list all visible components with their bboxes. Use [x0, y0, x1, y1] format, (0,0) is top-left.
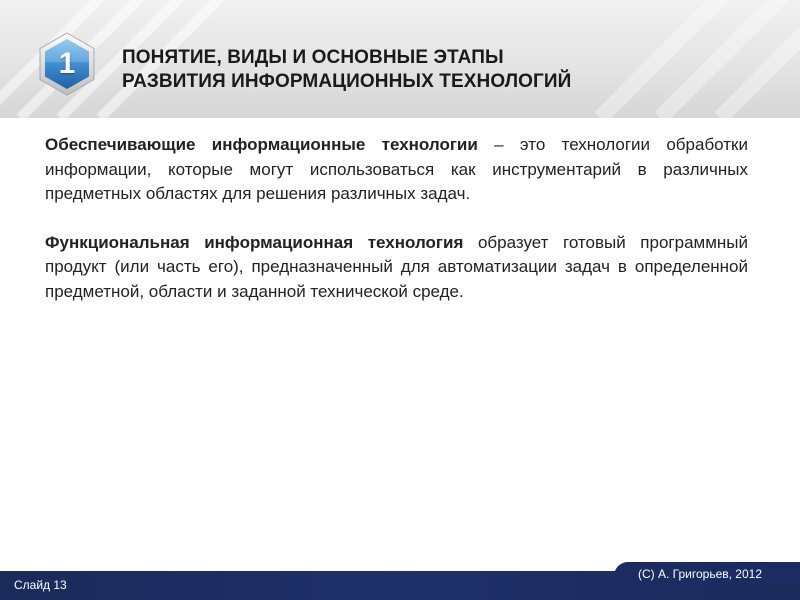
slide-number-badge: 1 — [58, 47, 76, 80]
paragraph-functional-technology — [45, 231, 748, 305]
definition-functional-technology: образует готовый программный продукт (или часть его), предназначенный для автоматизации задач в определенной предметной, области и заданной технической среде. — [45, 232, 749, 301]
copyright-text: (C) А. Григорьев, 2012 — [638, 567, 762, 581]
definition-supporting-technologies: – это технологии обработки информации, которые могут использоваться как инструментарий в различных предметных областях для решения различных задач. — [45, 135, 748, 203]
slide-label: Слайд 13 — [14, 578, 67, 592]
paragraph-supporting-technologies — [45, 133, 748, 207]
page-title-line-2: РАЗВИТИЯ ИНФОРМАЦИОННЫХ ТЕХНОЛОГИЙ — [122, 71, 572, 92]
term-supporting-technologies: Обеспечивающие информационные технологии — [45, 135, 478, 154]
slide-body — [45, 133, 748, 304]
page-title-line-1: ПОНЯТИЕ, ВИДЫ И ОСНОВНЫЕ ЭТАПЫ — [122, 47, 504, 68]
term-functional-technology: Функциональная информационная технология — [45, 232, 464, 252]
